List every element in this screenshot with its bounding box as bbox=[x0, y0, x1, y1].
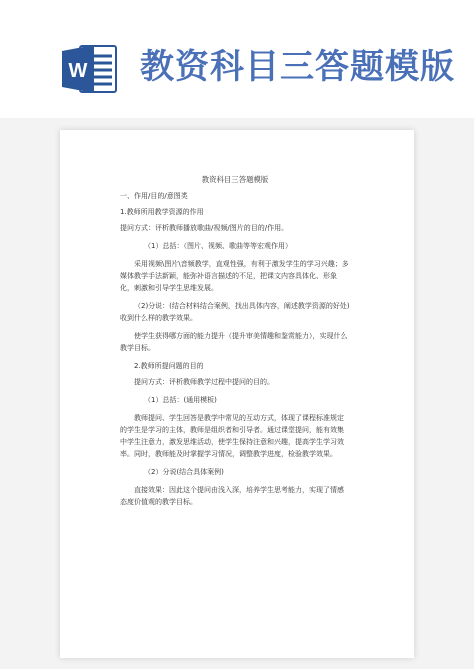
body-paragraph: 直接效果：因此这个提问由浅入深，培养学生思考能力，实现了情感态度价值观的教学目标。 bbox=[120, 486, 344, 506]
body-paragraph: 使学生获得哪方面的能力提升（提升审美情趣和鉴赏能力），实现什么教学目标。 bbox=[120, 332, 348, 352]
banner bbox=[0, 0, 474, 118]
banner-title: 教资科目三答题模版 bbox=[140, 47, 455, 87]
summary-label: （1）总括：(通用模板) bbox=[144, 396, 217, 404]
question-type: 提问方式：评析教师播放歌曲/视频/图片的目的/作用。 bbox=[120, 224, 289, 232]
word-logo-letter: W bbox=[68, 60, 88, 82]
document-page bbox=[60, 130, 414, 658]
body-paragraph: 教师提问、学生回答是教学中常见的互动方式，体现了课程标准规定的学生是学习的主体，教师是组织者和引导者。通过课堂提问，能有效集中学生注意力，激发思维活动，使学生保持注意和兴趣，提高学生学习效率。同时，教师能及时掌握学习情况，调整教学进度，检验教学效果。 bbox=[120, 414, 344, 458]
question-type: 提问方式：评析教师教学过程中提问的目的。 bbox=[134, 378, 274, 386]
document-title: 教资科目三答题模版 bbox=[201, 175, 269, 184]
word-document-icon bbox=[62, 42, 118, 96]
body-paragraph: （2)分说：(结合材料结合案例，找出具体内容，阐述教学资源的好处)收到什么样的教学效果。 bbox=[120, 302, 350, 322]
subsection-heading: 2.教师所提问题的目的 bbox=[134, 362, 204, 370]
detail-label: （2）分说(结合具体案例) bbox=[144, 468, 224, 476]
document-preview-area bbox=[0, 118, 474, 669]
document-body bbox=[120, 174, 350, 514]
summary-label: （1）总括：（图片、视频、歌曲等等宏观作用） bbox=[144, 242, 292, 250]
section-heading: 一、作用/目的/意图类 bbox=[120, 192, 188, 200]
body-paragraph: 采用视频\图片\音频教学，直观性强，有利于激发学生的学习兴趣；多媒体教学手法新颖，能弥补语言描述的不足，把课文内容具体化、形象化，刺激和引导学生思维发展。 bbox=[120, 260, 349, 292]
subsection-heading: 1.教师所用教学资源的作用 bbox=[120, 208, 204, 216]
